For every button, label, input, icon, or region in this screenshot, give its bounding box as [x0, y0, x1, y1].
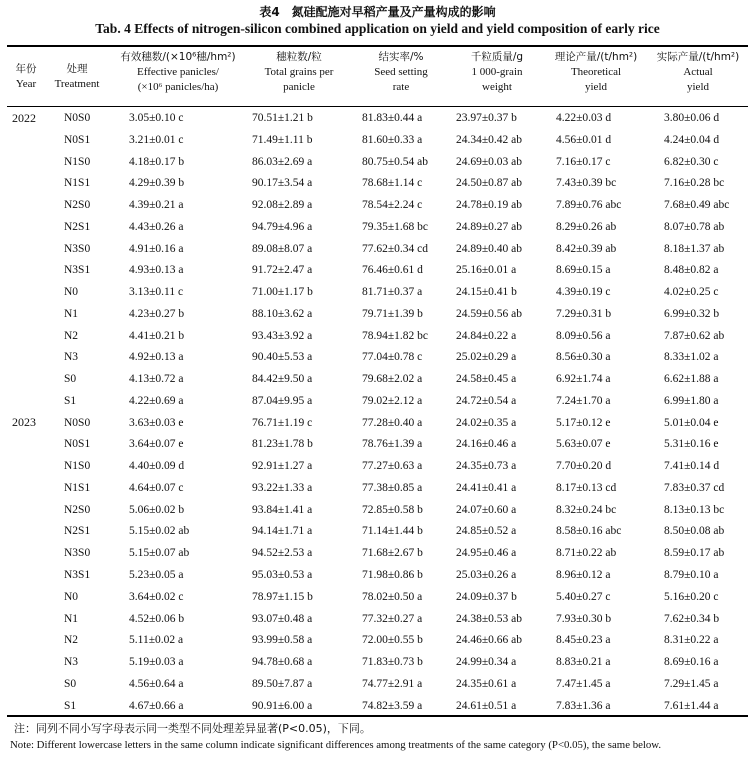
grain-weight-cell: 24.89±0.40 ab: [456, 242, 523, 255]
treatment-cell: N2: [64, 329, 79, 342]
theoretical-yield-cell: 8.69±0.15 a: [556, 264, 611, 277]
actual-yield-cell: 8.31±0.22 a: [664, 634, 719, 647]
treatment-cell: S1: [64, 699, 77, 712]
seed-setting-cell: 80.75±0.54 ab: [362, 155, 429, 168]
actual-yield-cell: 7.62±0.34 b: [664, 612, 720, 625]
treatment-cell: N3S1: [64, 569, 91, 581]
treatment-cell: N1S1: [64, 177, 91, 190]
theoretical-yield-cell: 7.29±0.31 b: [556, 307, 612, 320]
panicles-cell: 4.13±0.72 a: [129, 373, 184, 386]
grains-cell: 88.10±3.62 a: [252, 307, 313, 320]
grains-cell: 71.49±1.11 b: [252, 133, 313, 146]
theoretical-yield-cell: 7.47±1.45 a: [556, 677, 611, 690]
theoretical-yield-cell: 7.24±1.70 a: [556, 394, 611, 407]
grains-cell: 86.03±2.69 a: [252, 155, 313, 168]
treatment-cell: S0: [64, 373, 77, 386]
grains-cell: 94.79±4.96 a: [252, 220, 313, 233]
theoretical-yield-cell: 8.45±0.23 a: [556, 634, 611, 647]
grain-weight-cell: 24.41±0.41 a: [456, 481, 517, 494]
grains-cell: 81.23±1.78 b: [252, 438, 313, 451]
panicles-cell: 4.29±0.39 b: [129, 177, 185, 190]
seed-setting-cell: 81.71±0.37 a: [362, 286, 423, 299]
grain-weight-cell: 24.07±0.60 a: [456, 503, 517, 516]
seed-setting-cell: 76.46±0.61 d: [362, 264, 423, 277]
panicles-cell: 5.23±0.05 a: [129, 569, 184, 581]
grain-weight-cell: 24.16±0.46 a: [456, 438, 517, 451]
grains-cell: 76.71±1.19 c: [252, 416, 313, 429]
treatment-cell: S1: [64, 394, 77, 407]
panicles-cell: 4.23±0.27 b: [129, 307, 185, 320]
panicles-cell: 5.06±0.02 b: [129, 503, 185, 516]
grains-cell: 93.99±0.58 a: [252, 634, 313, 647]
seed-setting-cell: 72.85±0.58 b: [362, 503, 423, 516]
seed-setting-cell: 78.54±2.24 c: [362, 199, 423, 211]
grain-weight-cell: 24.89±0.27 ab: [456, 220, 523, 233]
treatment-cell: N1: [64, 307, 79, 320]
theoretical-yield-cell: 8.96±0.12 a: [556, 569, 611, 581]
panicles-cell: 5.15±0.07 ab: [129, 547, 190, 560]
actual-yield-cell: 8.69±0.16 a: [664, 656, 719, 668]
panicles-cell: 4.18±0.17 b: [129, 155, 185, 168]
treatment-cell: N3S0: [64, 547, 91, 560]
header-panicles: 有效穗数/(×10⁶穗/hm²) Effective panicles/ (×10⁶ panicles/ha): [120, 51, 236, 93]
header-seed-setting: 结实率/% Seed setting rate: [374, 51, 428, 93]
actual-yield-cell: 6.82±0.30 c: [664, 155, 719, 168]
treatment-cell: S0: [64, 677, 77, 690]
grains-cell: 89.50±7.87 a: [252, 677, 313, 690]
panicles-cell: 4.52±0.06 b: [129, 612, 185, 625]
year-label: 2023: [12, 415, 36, 429]
theoretical-yield-cell: 7.43±0.39 bc: [556, 177, 617, 190]
seed-setting-cell: 79.02±2.12 a: [362, 394, 423, 407]
seed-setting-cell: 74.82±3.59 a: [362, 699, 423, 712]
grain-weight-cell: 24.85±0.52 a: [456, 525, 517, 538]
panicles-cell: 4.39±0.21 a: [129, 199, 184, 211]
grain-weight-cell: 24.35±0.73 a: [456, 460, 517, 473]
table-note-cn: 注：同列不同小写字母表示同一类型不同处理差异显著(P<0.05)，下同。: [14, 722, 371, 735]
panicles-cell: 4.93±0.13 a: [129, 264, 184, 277]
theoretical-yield-cell: 4.22±0.03 d: [556, 112, 612, 124]
grains-cell: 84.42±9.50 a: [252, 373, 313, 386]
grains-cell: 90.91±6.00 a: [252, 699, 313, 712]
theoretical-yield-cell: 8.29±0.26 ab: [556, 220, 617, 233]
theoretical-yield-cell: 7.70±0.20 d: [556, 460, 612, 473]
top-rule: [7, 45, 748, 47]
year-label: 2022: [12, 111, 36, 125]
theoretical-yield-cell: 7.83±1.36 a: [556, 699, 611, 712]
treatment-cell: N0S1: [64, 133, 91, 146]
actual-yield-cell: 7.87±0.62 ab: [664, 329, 725, 342]
actual-yield-cell: 6.99±1.80 a: [664, 394, 719, 407]
treatment-cell: N0S0: [64, 112, 91, 124]
seed-setting-cell: 77.62±0.34 cd: [362, 242, 429, 255]
actual-yield-cell: 7.29±1.45 a: [664, 677, 719, 690]
actual-yield-cell: 8.07±0.78 ab: [664, 220, 725, 233]
seed-setting-cell: 72.00±0.55 b: [362, 634, 423, 647]
grain-weight-cell: 25.02±0.29 a: [456, 351, 517, 364]
grains-cell: 78.97±1.15 b: [252, 590, 313, 603]
actual-yield-cell: 8.59±0.17 ab: [664, 547, 725, 560]
grain-weight-cell: 23.97±0.37 b: [456, 112, 517, 124]
header-theoretical-yield: 理论产量/(t/hm²) Theoretical yield: [554, 51, 638, 93]
panicles-cell: 5.11±0.02 a: [129, 634, 184, 647]
grains-cell: 91.72±2.47 a: [252, 264, 313, 277]
actual-yield-cell: 8.13±0.13 bc: [664, 503, 725, 516]
actual-yield-cell: 3.80±0.06 d: [664, 112, 720, 124]
grain-weight-cell: 24.99±0.34 a: [456, 656, 517, 668]
theoretical-yield-cell: 7.89±0.76 abc: [556, 199, 622, 211]
grain-weight-cell: 24.84±0.22 a: [456, 329, 517, 342]
actual-yield-cell: 7.41±0.14 d: [664, 460, 720, 473]
grains-cell: 71.00±1.17 b: [252, 286, 313, 299]
treatment-cell: N2: [64, 634, 79, 647]
actual-yield-cell: 7.16±0.28 bc: [664, 177, 725, 190]
seed-setting-cell: 78.02±0.50 a: [362, 590, 423, 603]
theoretical-yield-cell: 5.40±0.27 c: [556, 590, 611, 603]
grain-weight-cell: 24.61±0.51 a: [456, 699, 517, 712]
theoretical-yield-cell: 8.56±0.30 a: [556, 351, 611, 364]
header-treatment: 处理 Treatment: [54, 63, 100, 90]
seed-setting-cell: 79.71±1.39 b: [362, 307, 423, 320]
grains-cell: 92.08±2.89 a: [252, 199, 313, 211]
treatment-cell: N2S0: [64, 199, 91, 211]
grains-cell: 90.40±5.53 a: [252, 351, 313, 364]
seed-setting-cell: 81.83±0.44 a: [362, 112, 423, 124]
seed-setting-cell: 78.76±1.39 a: [362, 438, 423, 451]
actual-yield-cell: 8.18±1.37 ab: [664, 242, 725, 255]
grain-weight-cell: 25.16±0.01 a: [456, 264, 517, 277]
seed-setting-cell: 77.04±0.78 c: [362, 351, 423, 364]
bottom-rule: [7, 715, 748, 717]
panicles-cell: 4.56±0.64 a: [129, 677, 184, 690]
treatment-cell: N1S1: [64, 481, 91, 494]
grain-weight-cell: 24.69±0.03 ab: [456, 155, 523, 168]
treatment-cell: N2S1: [64, 525, 91, 538]
theoretical-yield-cell: 7.16±0.17 c: [556, 155, 611, 168]
grain-weight-cell: 24.78±0.19 ab: [456, 199, 523, 211]
theoretical-yield-cell: 5.63±0.07 e: [556, 438, 611, 451]
treatment-cell: N3: [64, 656, 79, 668]
theoretical-yield-cell: 6.92±1.74 a: [556, 373, 611, 386]
grains-cell: 93.22±1.33 a: [252, 481, 313, 494]
theoretical-yield-cell: 7.93±0.30 b: [556, 612, 612, 625]
grains-cell: 89.08±8.07 a: [252, 242, 313, 255]
theoretical-yield-cell: 4.39±0.19 c: [556, 286, 611, 299]
treatment-cell: N2S1: [64, 220, 91, 233]
panicles-cell: 3.63±0.03 e: [129, 416, 184, 429]
panicles-cell: 3.05±0.10 c: [129, 112, 184, 124]
panicles-cell: 5.19±0.03 a: [129, 656, 184, 668]
panicles-cell: 5.15±0.02 ab: [129, 525, 190, 538]
grain-weight-cell: 24.15±0.41 b: [456, 286, 517, 299]
seed-setting-cell: 71.98±0.86 b: [362, 569, 423, 581]
seed-setting-cell: 71.83±0.73 b: [362, 656, 423, 668]
treatment-cell: N3S0: [64, 242, 91, 255]
grain-weight-cell: 24.72±0.54 a: [456, 394, 517, 407]
seed-setting-cell: 77.28±0.40 a: [362, 416, 423, 429]
grains-cell: 87.04±9.95 a: [252, 394, 313, 407]
panicles-cell: 3.64±0.07 e: [129, 438, 184, 451]
treatment-cell: N0: [64, 590, 79, 603]
seed-setting-cell: 77.32±0.27 a: [362, 612, 423, 625]
seed-setting-cell: 77.38±0.85 a: [362, 481, 423, 494]
treatment-cell: N0S1: [64, 438, 91, 451]
theoretical-yield-cell: 4.56±0.01 d: [556, 133, 612, 146]
grain-weight-cell: 24.34±0.42 ab: [456, 133, 523, 146]
grains-cell: 94.78±0.68 a: [252, 656, 313, 668]
grain-weight-cell: 24.35±0.61 a: [456, 677, 517, 690]
grain-weight-cell: 24.58±0.45 a: [456, 373, 517, 386]
panicles-cell: 4.22±0.69 a: [129, 394, 184, 407]
theoretical-yield-cell: 8.58±0.16 abc: [556, 525, 622, 538]
treatment-cell: N1S0: [64, 155, 91, 168]
actual-yield-cell: 7.61±1.44 a: [664, 699, 719, 712]
grains-cell: 93.84±1.41 a: [252, 503, 313, 516]
header-rule: [7, 106, 748, 107]
actual-yield-cell: 4.02±0.25 c: [664, 286, 719, 299]
theoretical-yield-cell: 8.71±0.22 ab: [556, 547, 617, 560]
seed-setting-cell: 79.68±2.02 a: [362, 373, 423, 386]
seed-setting-cell: 77.27±0.63 a: [362, 460, 423, 473]
table-note-en: Note: Different lowercase letters in the same column indicate significant differences among treatments of the same category (P<0.05), the same below.: [10, 739, 662, 751]
theoretical-yield-cell: 8.17±0.13 cd: [556, 481, 617, 494]
panicles-cell: 4.64±0.07 c: [129, 481, 184, 494]
panicles-cell: 3.64±0.02 c: [129, 590, 184, 603]
seed-setting-cell: 71.68±2.67 b: [362, 547, 423, 560]
panicles-cell: 4.91±0.16 a: [129, 242, 184, 255]
actual-yield-cell: 4.24±0.04 d: [664, 133, 720, 146]
grain-weight-cell: 24.95±0.46 a: [456, 547, 517, 560]
treatment-cell: N0S0: [64, 416, 91, 429]
grains-cell: 93.43±3.92 a: [252, 329, 313, 342]
panicles-cell: 3.13±0.11 c: [129, 286, 184, 299]
panicles-cell: 4.41±0.21 b: [129, 329, 185, 342]
treatment-cell: N3: [64, 351, 79, 364]
seed-setting-cell: 74.77±2.91 a: [362, 677, 423, 690]
treatment-cell: N0: [64, 286, 79, 299]
treatment-cell: N3S1: [64, 264, 91, 277]
grain-weight-cell: 24.50±0.87 ab: [456, 177, 523, 190]
actual-yield-cell: 6.62±1.88 a: [664, 373, 719, 386]
grain-weight-cell: 24.02±0.35 a: [456, 416, 517, 429]
seed-setting-cell: 81.60±0.33 a: [362, 133, 423, 146]
grain-weight-cell: 24.59±0.56 ab: [456, 307, 523, 320]
actual-yield-cell: 7.68±0.49 abc: [664, 199, 730, 211]
seed-setting-cell: 78.68±1.14 c: [362, 177, 423, 190]
treatment-cell: N1: [64, 612, 79, 625]
actual-yield-cell: 7.83±0.37 cd: [664, 481, 725, 494]
theoretical-yield-cell: 8.42±0.39 ab: [556, 242, 617, 255]
actual-yield-cell: 5.16±0.20 c: [664, 590, 719, 603]
grains-cell: 94.52±2.53 a: [252, 547, 313, 560]
grain-weight-cell: 24.38±0.53 ab: [456, 612, 523, 625]
grains-cell: 92.91±1.27 a: [252, 460, 313, 473]
header-actual-yield: 实际产量/(t/hm²) Actual yield: [656, 51, 740, 93]
actual-yield-cell: 6.99±0.32 b: [664, 307, 720, 320]
theoretical-yield-cell: 8.83±0.21 a: [556, 656, 611, 668]
seed-setting-cell: 79.35±1.68 bc: [362, 220, 429, 233]
actual-yield-cell: 8.33±1.02 a: [664, 351, 719, 364]
actual-yield-cell: 8.48±0.82 a: [664, 264, 719, 277]
table-caption-cn: 表4 氮硅配施对早稻产量及产量构成的影响: [259, 5, 496, 19]
grains-cell: 95.03±0.53 a: [252, 569, 313, 581]
header-grain-weight: 千粒质量/g 1 000-grain weight: [470, 51, 524, 93]
actual-yield-cell: 8.79±0.10 a: [664, 569, 719, 581]
treatment-cell: N2S0: [64, 503, 91, 516]
theoretical-yield-cell: 5.17±0.12 e: [556, 416, 611, 429]
grains-cell: 93.07±0.48 a: [252, 612, 313, 625]
panicles-cell: 3.21±0.01 c: [129, 133, 184, 146]
grains-cell: 94.14±1.71 a: [252, 525, 313, 538]
panicles-cell: 4.40±0.09 d: [129, 460, 185, 473]
table-caption-en: Tab. 4 Effects of nitrogen-silicon combined application on yield and yield composition of early rice: [95, 21, 660, 36]
panicles-cell: 4.92±0.13 a: [129, 351, 184, 364]
panicles-cell: 4.67±0.66 a: [129, 699, 184, 712]
seed-setting-cell: 78.94±1.82 bc: [362, 329, 429, 342]
treatment-cell: N1S0: [64, 460, 91, 473]
grains-cell: 90.17±3.54 a: [252, 177, 313, 190]
panicles-cell: 4.43±0.26 a: [129, 220, 184, 233]
grains-cell: 70.51±1.21 b: [252, 112, 313, 124]
header-year: 年份 Year: [15, 63, 37, 90]
seed-setting-cell: 71.14±1.44 b: [362, 525, 423, 538]
grain-weight-cell: 24.09±0.37 b: [456, 590, 517, 603]
theoretical-yield-cell: 8.32±0.24 bc: [556, 503, 617, 516]
grain-weight-cell: 25.03±0.26 a: [456, 569, 517, 581]
actual-yield-cell: 8.50±0.08 ab: [664, 525, 725, 538]
header-grains: 穗粒数/粒 Total grains per panicle: [264, 51, 334, 93]
grain-weight-cell: 24.46±0.66 ab: [456, 634, 523, 647]
actual-yield-cell: 5.31±0.16 e: [664, 438, 719, 451]
theoretical-yield-cell: 8.09±0.56 a: [556, 329, 611, 342]
actual-yield-cell: 5.01±0.04 e: [664, 416, 719, 429]
